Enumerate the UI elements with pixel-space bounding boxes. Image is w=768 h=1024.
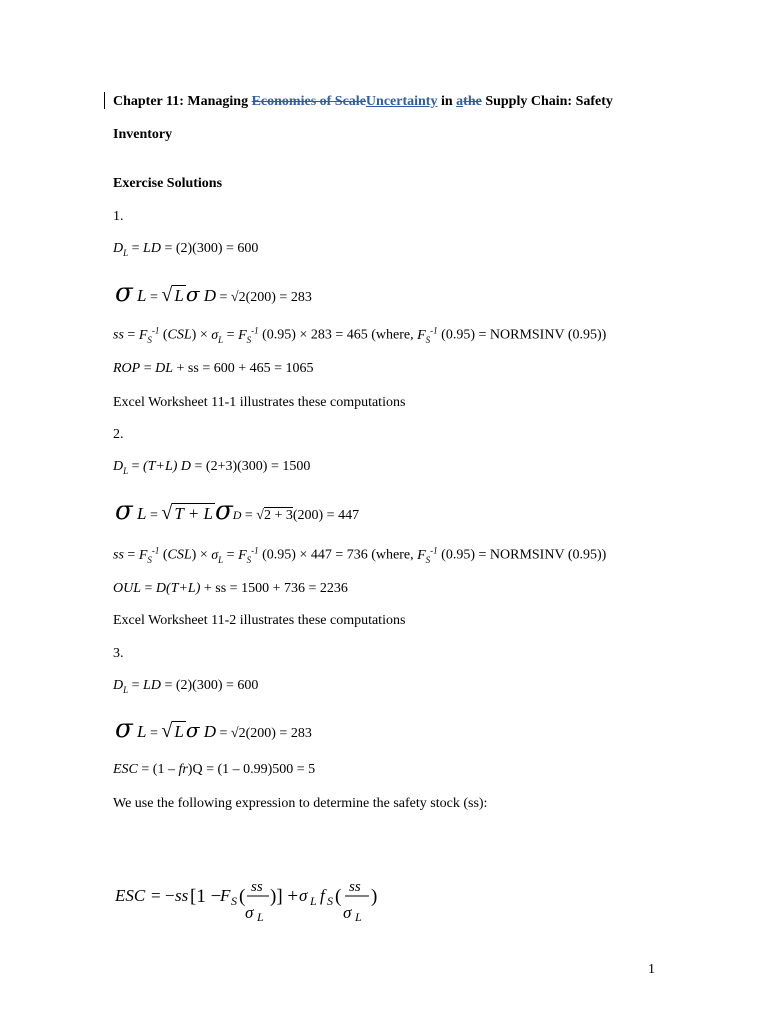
exercise-number: 3.: [113, 646, 124, 661]
oul-equation: OUL = D(T+L) + ss = 1500 + 736 = 2236: [113, 581, 348, 596]
sigma-equation: σ L = √ L σ D = √2(200) = 283: [115, 714, 312, 744]
rop-equation: ROP = DL + ss = 600 + 465 = 1065: [113, 361, 314, 376]
svg-text:)] +: )] +: [270, 886, 299, 907]
svg-text:S: S: [231, 894, 237, 908]
svg-text:σ: σ: [245, 903, 254, 922]
exercise-number: 2.: [113, 427, 124, 442]
deleted-text: Economies of Scale: [251, 94, 366, 109]
section-heading: Exercise Solutions: [113, 176, 223, 191]
svg-text:F: F: [220, 886, 231, 905]
dl-equation: $D_L$ = LD = (2)(300) = 600: [113, 241, 259, 258]
inserted-text: a: [456, 94, 464, 109]
ss-equation: ss = $F_S^{-1}$ $(CSL) \times \sigma_L = F_S^{-1}$ (0.95) × 283 = 465 (where, $F_S^{-1}$ (0.95) = NORMSINV (0.95)): [113, 325, 607, 345]
esc-formula: [113, 874, 433, 930]
page-number: 1: [648, 962, 655, 977]
svg-text:S: S: [327, 894, 333, 908]
svg-text:L: L: [310, 894, 317, 908]
excel-note: Excel Worksheet 11-2 illustrates these computations: [113, 613, 406, 628]
sigma-equation: σ L = √ T + LσD = √2 + 3(200) = 447: [115, 496, 360, 526]
ss-equation: ss = $F_S^{-1}$ $(CSL) \times \sigma_L = F_S^{-1}$ (0.95) × 447 = 736 (where, $F_S^{-1}$ (0.95) = NORMSINV (0.95)): [113, 545, 607, 565]
svg-text:[1 −: [1 −: [190, 886, 222, 907]
svg-text:σ: σ: [343, 903, 352, 922]
svg-text:ss: ss: [251, 879, 263, 895]
chapter-title-line2: Inventory: [113, 127, 173, 142]
svg-text:f: f: [320, 886, 325, 905]
svg-text:L: L: [257, 910, 264, 924]
explanatory-text: We use the following expression to determine the safety stock (ss):: [113, 796, 488, 811]
formula-esc: ESC: [115, 886, 146, 905]
svg-text:(: (: [239, 886, 246, 907]
formula-ss: ss: [175, 886, 189, 905]
chapter-title: Chapter 11: Managing Economies of ScaleUncertainty in athe Supply Chain: Safety: [113, 94, 613, 109]
svg-text:ss: ss: [349, 879, 361, 895]
svg-text:): ): [371, 886, 378, 907]
deleted-text: the: [463, 94, 482, 109]
esc-equation: ESC = (1 – fr)Q = (1 – 0.99)500 = 5: [113, 762, 316, 777]
svg-text:σ: σ: [299, 886, 308, 905]
svg-text:(: (: [335, 886, 342, 907]
revision-change-bar: [104, 92, 105, 109]
sigma-equation: σ L = √ L σ D = √2(200) = 283: [115, 278, 312, 308]
inserted-text: Uncertainty: [365, 94, 438, 109]
dl-equation: $D_L$ = LD = (2)(300) = 600: [113, 678, 259, 695]
exercise-number: 1.: [113, 209, 124, 224]
dl-equation: $D_L = (T+L) D = (2+3)(300) = 1500$: [113, 459, 311, 476]
formula-eq: = −: [151, 886, 175, 905]
excel-note: Excel Worksheet 11-1 illustrates these computations: [113, 395, 406, 410]
svg-text:L: L: [355, 910, 362, 924]
